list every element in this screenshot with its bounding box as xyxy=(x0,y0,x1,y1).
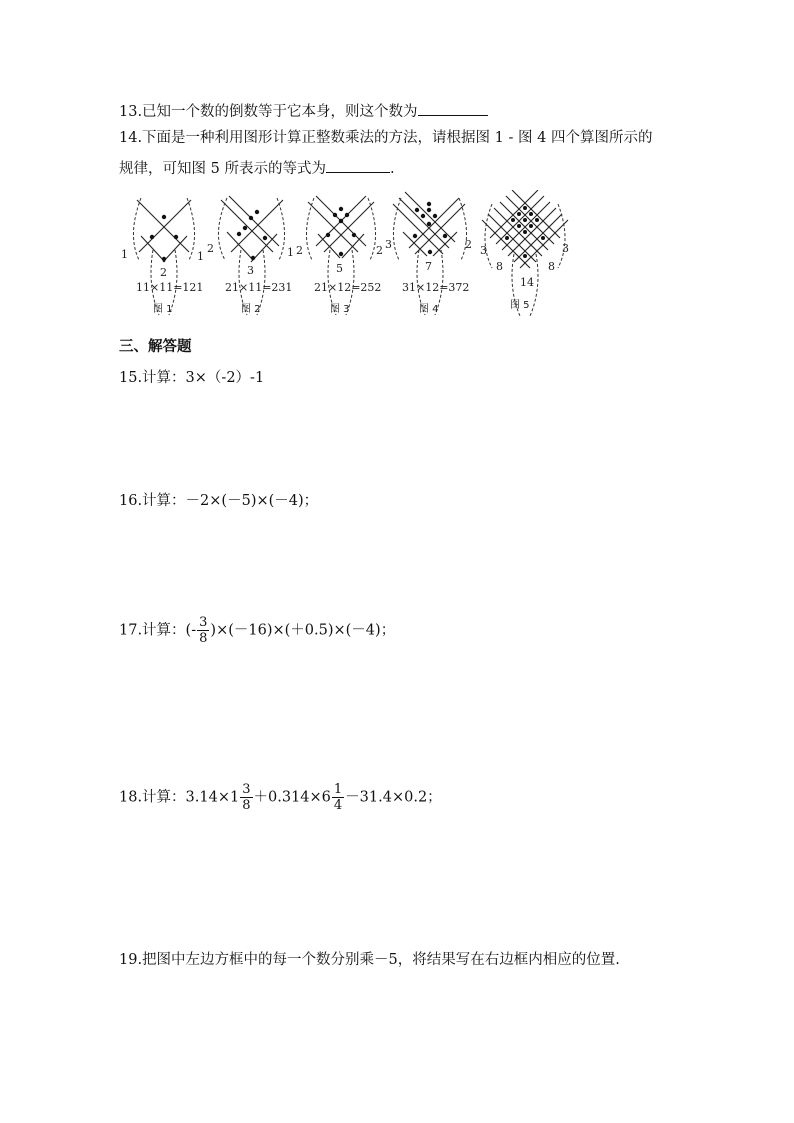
section-title: 三、解答题 xyxy=(119,339,192,355)
bottom-label: 2 xyxy=(160,266,167,279)
right-label: 1 xyxy=(287,246,294,259)
fraction: $\frac{3}{8}$ xyxy=(242,782,251,813)
question-14-text: 规律，可知图 5 所表示的等式为 xyxy=(119,161,326,177)
right-label: 1 xyxy=(197,250,204,263)
left-label: 2 xyxy=(207,242,214,255)
figure-3 xyxy=(296,190,386,318)
question-13-text: 13.已知一个数的倒数等于它本身，则这个数为 xyxy=(119,104,418,120)
answer-blank xyxy=(418,100,488,116)
figure-caption: 图 4 xyxy=(419,304,439,315)
fraction: $\frac{3}{8}$ xyxy=(199,615,208,646)
figure-equation: 21×12=252 xyxy=(314,281,382,294)
figure-2 xyxy=(207,190,297,318)
bottom-label: 14 xyxy=(520,276,534,289)
figure-caption: 图 2 xyxy=(241,304,261,315)
question-15: 15.计算：3×（-2）-1 xyxy=(119,370,265,386)
figure-caption: 图 5 xyxy=(510,300,530,311)
fraction: $\frac{1}{4}$ xyxy=(333,782,343,813)
bottom-label: 3 xyxy=(247,264,254,277)
right-label: 2 xyxy=(465,238,472,251)
left-label: 3 xyxy=(480,244,487,257)
left-label: 3 xyxy=(385,238,392,251)
figure-5 xyxy=(478,190,572,318)
right-label: 2 xyxy=(376,244,383,257)
figure-4 xyxy=(385,190,475,318)
bottom-label: 7 xyxy=(425,260,432,273)
question-13 xyxy=(119,100,488,123)
figure-equation: 31×12=372 xyxy=(402,281,470,294)
question-14-line1: 14.下面是一种利用图形计算正整数乘法的方法，请根据图 1 - 图 4 四个算图所示的 xyxy=(119,130,653,146)
bottom-label: 5 xyxy=(336,262,343,275)
figure-caption: 图 3 xyxy=(330,304,350,315)
figure-caption: 图 1 xyxy=(153,304,173,315)
right-label: 3 xyxy=(562,242,569,255)
figure-equation: 21×11=231 xyxy=(225,281,293,294)
question-16: 16.计算：－2×(－5)×(－4)； xyxy=(119,493,319,509)
question-18: 18.计算：3.14×1 $\frac{3}{8}$ ＋0.314×6 $\frac{1}{4}$ －31.4×0.2； xyxy=(119,782,442,813)
left-low-label: 8 xyxy=(496,260,503,273)
left-label: 1 xyxy=(121,248,128,261)
answer-blank xyxy=(326,157,390,173)
right-low-label: 8 xyxy=(548,260,555,273)
question-14-line2: 规律，可知图 5 所表示的等式为 . xyxy=(119,157,395,180)
question-17: 17.计算：(- $\frac{3}{8}$ )×(－16)×(＋0.5)×(－4)； xyxy=(119,615,396,646)
left-label: 2 xyxy=(296,244,303,257)
question-19: 19.把图中左边方框中的每一个数分别乘－5，将结果写在右边框内相应的位置. xyxy=(119,952,620,968)
figure-equation: 11×11=121 xyxy=(136,281,204,294)
figure-1 xyxy=(119,190,209,318)
